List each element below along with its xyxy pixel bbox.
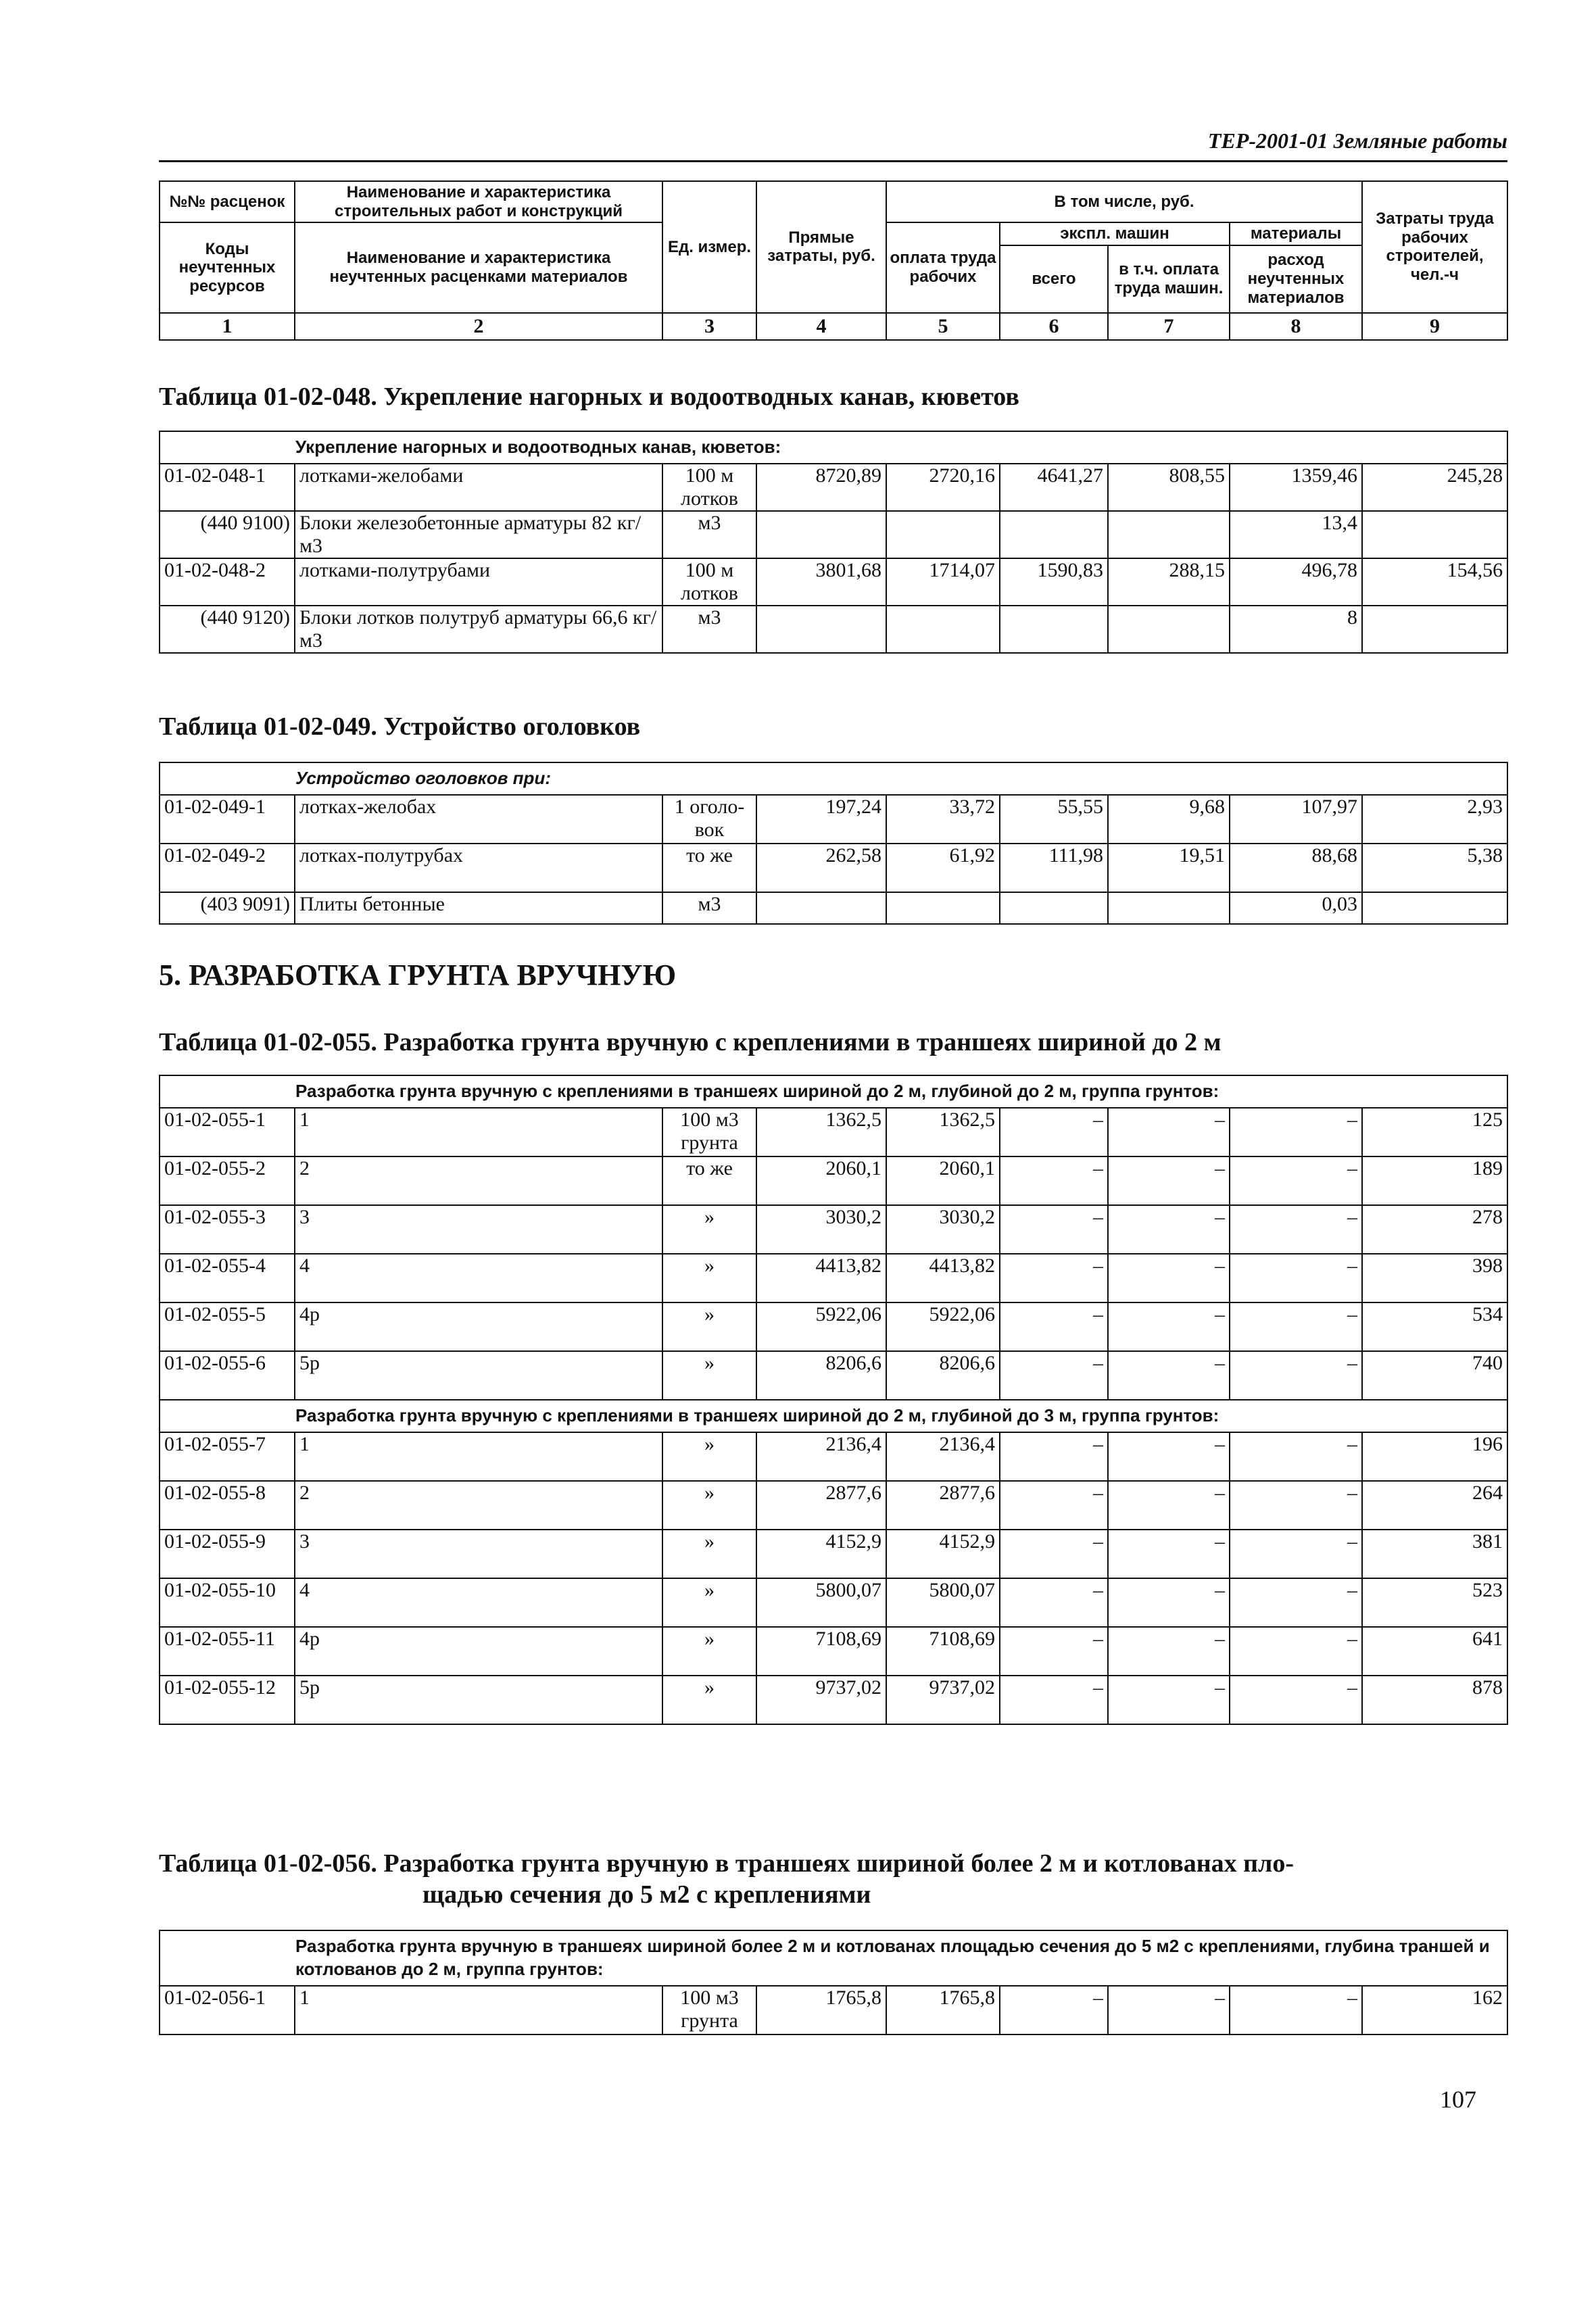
row-unit: » [662, 1481, 756, 1530]
hdr-labor: Затраты труда рабочих строителей, чел.-ч [1362, 181, 1507, 313]
t049-table [159, 762, 1508, 925]
t056-table [159, 1930, 1508, 2035]
row-code: 01-02-055-11 [160, 1627, 295, 1676]
hdr-direct: Прямые затраты, руб. [756, 181, 886, 313]
table-row [160, 1302, 1507, 1351]
row-name: 4р [295, 1302, 662, 1351]
row-name: Блоки лотков полутруб арматуры 66,6 кг/м3 [295, 606, 662, 653]
row-direct: 7108,69 [756, 1627, 886, 1676]
row-mpay: – [1108, 1676, 1230, 1724]
row-name: лотках-полутрубах [295, 844, 662, 892]
row-name: лотками-полутрубами [295, 558, 662, 606]
row-unit: » [662, 1676, 756, 1724]
row-direct: 3030,2 [756, 1205, 886, 1254]
hdr-incl: В том числе, руб. [886, 181, 1362, 222]
row-labor: 278 [1362, 1205, 1507, 1254]
row-mat: – [1230, 1676, 1362, 1724]
row-labor: 740 [1362, 1351, 1507, 1400]
row-mach: – [1000, 1156, 1108, 1205]
row-pay: 2060,1 [886, 1156, 1000, 1205]
running-header: ТЕР-2001-01 Земляные работы [1207, 128, 1507, 153]
t048-table [159, 431, 1508, 654]
table-row [160, 1481, 1507, 1530]
row-labor: 534 [1362, 1302, 1507, 1351]
t055-group: Разработка грунта вручную с креплениями в траншеях шириной до 2 м, глубиной до 2 м, группа грунтов: [160, 1075, 1507, 1108]
row-pay: 1362,5 [886, 1108, 1000, 1156]
row-labor: 641 [1362, 1627, 1507, 1676]
t055-title: Таблица 01-02-055. Разработка грунта вручную с креплениями в траншеях шириной до 2 м [159, 1028, 1222, 1056]
t056-title-line2: щадью сечения до 5 м2 с креплениями [422, 1880, 871, 1909]
hdr-code: №№ расценок [160, 181, 295, 222]
hdr-materials: материалы [1230, 222, 1362, 245]
row-mat: 1359,46 [1230, 464, 1362, 511]
row-unit: 100 м лотков [662, 464, 756, 511]
row-unit: » [662, 1627, 756, 1676]
hdr-mat-unacc: расход неучтенных материалов [1230, 245, 1362, 313]
row-mpay: 808,55 [1108, 464, 1230, 511]
row-mach: – [1000, 1302, 1108, 1351]
row-mach: – [1000, 1986, 1108, 2034]
row-unit: 100 м3 грунта [662, 1986, 756, 2034]
row-pay: 1714,07 [886, 558, 1000, 606]
hdr-mach-all: всего [1000, 245, 1108, 313]
row-mach: 111,98 [1000, 844, 1108, 892]
hdr-num-7: 7 [1108, 313, 1230, 340]
row-mat: – [1230, 1254, 1362, 1302]
t055-group: Разработка грунта вручную с креплениями в траншеях шириной до 2 м, глубиной до 3 м, группа грунтов: [160, 1400, 1507, 1432]
row-mach: 1590,83 [1000, 558, 1108, 606]
table-row [160, 1351, 1507, 1400]
row-mach: 4641,27 [1000, 464, 1108, 511]
row-mach: – [1000, 1481, 1108, 1530]
row-mat: – [1230, 1432, 1362, 1481]
row-name: 3 [295, 1530, 662, 1578]
table-row [160, 1627, 1507, 1676]
row-mpay: – [1108, 1351, 1230, 1400]
row-unit: » [662, 1351, 756, 1400]
row-mat: – [1230, 1156, 1362, 1205]
row-mat: 88,68 [1230, 844, 1362, 892]
row-pay: 3030,2 [886, 1205, 1000, 1254]
row-unit: 100 м лотков [662, 558, 756, 606]
page-number: 107 [1440, 2086, 1476, 2113]
row-mat: – [1230, 1351, 1362, 1400]
row-code: 01-02-049-2 [160, 844, 295, 892]
row-pay: 2877,6 [886, 1481, 1000, 1530]
row-mat: – [1230, 1578, 1362, 1627]
row-code: 01-02-056-1 [160, 1986, 295, 2034]
table-row [160, 1108, 1507, 1156]
row-unit: то же [662, 844, 756, 892]
row-mpay: – [1108, 1254, 1230, 1302]
row-unit: 100 м3 грунта [662, 1108, 756, 1156]
t056-group: Разработка грунта вручную в траншеях шириной более 2 м и котлованах площадью сечения до 5 м2 с креплениями, глубина траншей и котлованов до 2 м, группа грунтов: [160, 1930, 1507, 1986]
t055-table [159, 1075, 1508, 1725]
row-labor: 264 [1362, 1481, 1507, 1530]
row-mach: – [1000, 1254, 1108, 1302]
row-labor: 162 [1362, 1986, 1507, 2034]
row-name: 1 [295, 1986, 662, 2034]
row-labor: 878 [1362, 1676, 1507, 1724]
row-name: 5р [295, 1351, 662, 1400]
row-unit: » [662, 1432, 756, 1481]
row-mpay: – [1108, 1432, 1230, 1481]
row-mat: – [1230, 1986, 1362, 2034]
row-direct: 4413,82 [756, 1254, 886, 1302]
row-code: 01-02-048-1 [160, 464, 295, 511]
row-mat: – [1230, 1302, 1362, 1351]
row-mat: 107,97 [1230, 795, 1362, 844]
table-row [160, 1676, 1507, 1724]
row-mat: 496,78 [1230, 558, 1362, 606]
t048-group: Укрепление нагорных и водоотводных канав, кюветов: [160, 431, 1507, 464]
hdr-num-6: 6 [1000, 313, 1108, 340]
row-pay: 4152,9 [886, 1530, 1000, 1578]
hdr-name-res: Наименование и характеристика неучтенных расценками материалов [295, 222, 662, 313]
row-code: 01-02-055-8 [160, 1481, 295, 1530]
table-row [160, 1578, 1507, 1627]
hdr-num-1: 1 [160, 313, 295, 340]
table-row [160, 1530, 1507, 1578]
t049-group: Устройство оголовков при: [160, 762, 1507, 795]
row-code: (403 9091) [160, 892, 295, 924]
row-mpay: – [1108, 1530, 1230, 1578]
hdr-num-3: 3 [662, 313, 756, 340]
row-name: 4р [295, 1627, 662, 1676]
row-unit: 1 оголо-вок [662, 795, 756, 844]
row-direct: 5922,06 [756, 1302, 886, 1351]
row-name: лотками-желобами [295, 464, 662, 511]
row-direct: 4152,9 [756, 1530, 886, 1578]
table-row [160, 464, 1507, 511]
row-mpay: 9,68 [1108, 795, 1230, 844]
row-unit: » [662, 1530, 756, 1578]
row-direct: 3801,68 [756, 558, 886, 606]
row-labor: 523 [1362, 1578, 1507, 1627]
section-title: 5. РАЗРАБОТКА ГРУНТА ВРУЧНУЮ [159, 958, 677, 992]
hdr-num-4: 4 [756, 313, 886, 340]
row-pay: 33,72 [886, 795, 1000, 844]
row-mat: – [1230, 1481, 1362, 1530]
row-code: 01-02-055-9 [160, 1530, 295, 1578]
row-mpay: – [1108, 1481, 1230, 1530]
row-unit: то же [662, 1156, 756, 1205]
row-code: 01-02-055-10 [160, 1578, 295, 1627]
row-code: 01-02-055-4 [160, 1254, 295, 1302]
row-pay: 5922,06 [886, 1302, 1000, 1351]
row-pay: 7108,69 [886, 1627, 1000, 1676]
table-row [160, 1432, 1507, 1481]
row-labor: 125 [1362, 1108, 1507, 1156]
row-name: 3 [295, 1205, 662, 1254]
row-code: 01-02-055-7 [160, 1432, 295, 1481]
row-name: Блоки железобетонные арматуры 82 кг/м3 [295, 511, 662, 558]
row-mach: – [1000, 1432, 1108, 1481]
t056-title-line1: Таблица 01-02-056. Разработка грунта вручную в траншеях шириной более 2 м и котлованах пло- [159, 1849, 1294, 1878]
row-mach: – [1000, 1676, 1108, 1724]
row-code: 01-02-055-3 [160, 1205, 295, 1254]
row-labor: 245,28 [1362, 464, 1507, 511]
row-mat: 0,03 [1230, 892, 1362, 924]
row-direct: 1765,8 [756, 1986, 886, 2034]
table-row [160, 1986, 1507, 2034]
column-header-table [159, 180, 1508, 341]
row-pay: 4413,82 [886, 1254, 1000, 1302]
row-direct: 2136,4 [756, 1432, 886, 1481]
row-code: 01-02-055-2 [160, 1156, 295, 1205]
t049-title: Таблица 01-02-049. Устройство оголовков [159, 712, 641, 741]
table-row [160, 511, 1507, 558]
table-row [160, 1254, 1507, 1302]
row-direct: 8206,6 [756, 1351, 886, 1400]
row-direct: 2060,1 [756, 1156, 886, 1205]
row-mat: – [1230, 1530, 1362, 1578]
row-code: (440 9100) [160, 511, 295, 558]
hdr-mach-pay: в т.ч. оплата труда машин. [1108, 245, 1230, 313]
row-pay: 5800,07 [886, 1578, 1000, 1627]
row-code: 01-02-048-2 [160, 558, 295, 606]
table-row [160, 558, 1507, 606]
hdr-num-2: 2 [295, 313, 662, 340]
row-name: Плиты бетонные [295, 892, 662, 924]
row-name: лотках-желобах [295, 795, 662, 844]
row-mat: – [1230, 1627, 1362, 1676]
row-mat: – [1230, 1108, 1362, 1156]
row-mpay: – [1108, 1986, 1230, 2034]
hdr-machines: экспл. машин [1000, 222, 1230, 245]
row-code: 01-02-049-1 [160, 795, 295, 844]
hdr-name: Наименование и характеристика строительных работ и конструкций [295, 181, 662, 222]
row-code: 01-02-055-5 [160, 1302, 295, 1351]
row-labor: 381 [1362, 1530, 1507, 1578]
table-row [160, 844, 1507, 892]
row-name: 2 [295, 1156, 662, 1205]
row-labor: 154,56 [1362, 558, 1507, 606]
row-pay: 2720,16 [886, 464, 1000, 511]
hdr-num-9: 9 [1362, 313, 1507, 340]
table-row [160, 795, 1507, 844]
row-name: 2 [295, 1481, 662, 1530]
table-row [160, 892, 1507, 924]
row-mach: – [1000, 1108, 1108, 1156]
row-mach: – [1000, 1205, 1108, 1254]
row-mpay: – [1108, 1302, 1230, 1351]
row-unit: м3 [662, 511, 756, 558]
row-pay: 8206,6 [886, 1351, 1000, 1400]
row-mat: 8 [1230, 606, 1362, 653]
table-row [160, 1156, 1507, 1205]
row-mach: – [1000, 1578, 1108, 1627]
row-name: 4 [295, 1578, 662, 1627]
hdr-num-5: 5 [886, 313, 1000, 340]
row-labor: 196 [1362, 1432, 1507, 1481]
row-unit: » [662, 1578, 756, 1627]
row-direct: 197,24 [756, 795, 886, 844]
hdr-unit: Ед. измер. [662, 181, 756, 313]
row-name: 5р [295, 1676, 662, 1724]
row-mpay: 288,15 [1108, 558, 1230, 606]
row-name: 1 [295, 1432, 662, 1481]
row-direct: 9737,02 [756, 1676, 886, 1724]
hdr-labor-pay: оплата труда рабочих [886, 222, 1000, 313]
row-pay: 2136,4 [886, 1432, 1000, 1481]
header-rule [159, 160, 1507, 162]
row-mpay: – [1108, 1627, 1230, 1676]
row-code: (440 9120) [160, 606, 295, 653]
row-mpay: – [1108, 1156, 1230, 1205]
row-direct: 8720,89 [756, 464, 886, 511]
row-mpay: – [1108, 1578, 1230, 1627]
row-unit: » [662, 1254, 756, 1302]
row-labor: 398 [1362, 1254, 1507, 1302]
row-pay: 61,92 [886, 844, 1000, 892]
row-direct: 5800,07 [756, 1578, 886, 1627]
row-mpay: 19,51 [1108, 844, 1230, 892]
row-direct: 2877,6 [756, 1481, 886, 1530]
row-pay: 1765,8 [886, 1986, 1000, 2034]
row-name: 4 [295, 1254, 662, 1302]
row-mpay: – [1108, 1108, 1230, 1156]
row-mach: – [1000, 1351, 1108, 1400]
row-unit: » [662, 1302, 756, 1351]
row-unit: м3 [662, 892, 756, 924]
row-labor: 189 [1362, 1156, 1507, 1205]
hdr-num-8: 8 [1230, 313, 1362, 340]
row-mach: 55,55 [1000, 795, 1108, 844]
row-mach: – [1000, 1627, 1108, 1676]
row-name: 1 [295, 1108, 662, 1156]
hdr-code-res: Коды неучтенных ресурсов [160, 222, 295, 313]
t048-title: Таблица 01-02-048. Укрепление нагорных и водоотводных канав, кюветов [159, 383, 1019, 411]
row-labor: 2,93 [1362, 795, 1507, 844]
row-code: 01-02-055-1 [160, 1108, 295, 1156]
row-mpay: – [1108, 1205, 1230, 1254]
row-code: 01-02-055-12 [160, 1676, 295, 1724]
row-mach: – [1000, 1530, 1108, 1578]
row-mat: 13,4 [1230, 511, 1362, 558]
row-unit: » [662, 1205, 756, 1254]
row-unit: м3 [662, 606, 756, 653]
row-direct: 262,58 [756, 844, 886, 892]
table-row [160, 1205, 1507, 1254]
row-labor: 5,38 [1362, 844, 1507, 892]
table-row [160, 606, 1507, 653]
row-direct: 1362,5 [756, 1108, 886, 1156]
row-code: 01-02-055-6 [160, 1351, 295, 1400]
row-mat: – [1230, 1205, 1362, 1254]
row-pay: 9737,02 [886, 1676, 1000, 1724]
t056-title [159, 1849, 1294, 1910]
